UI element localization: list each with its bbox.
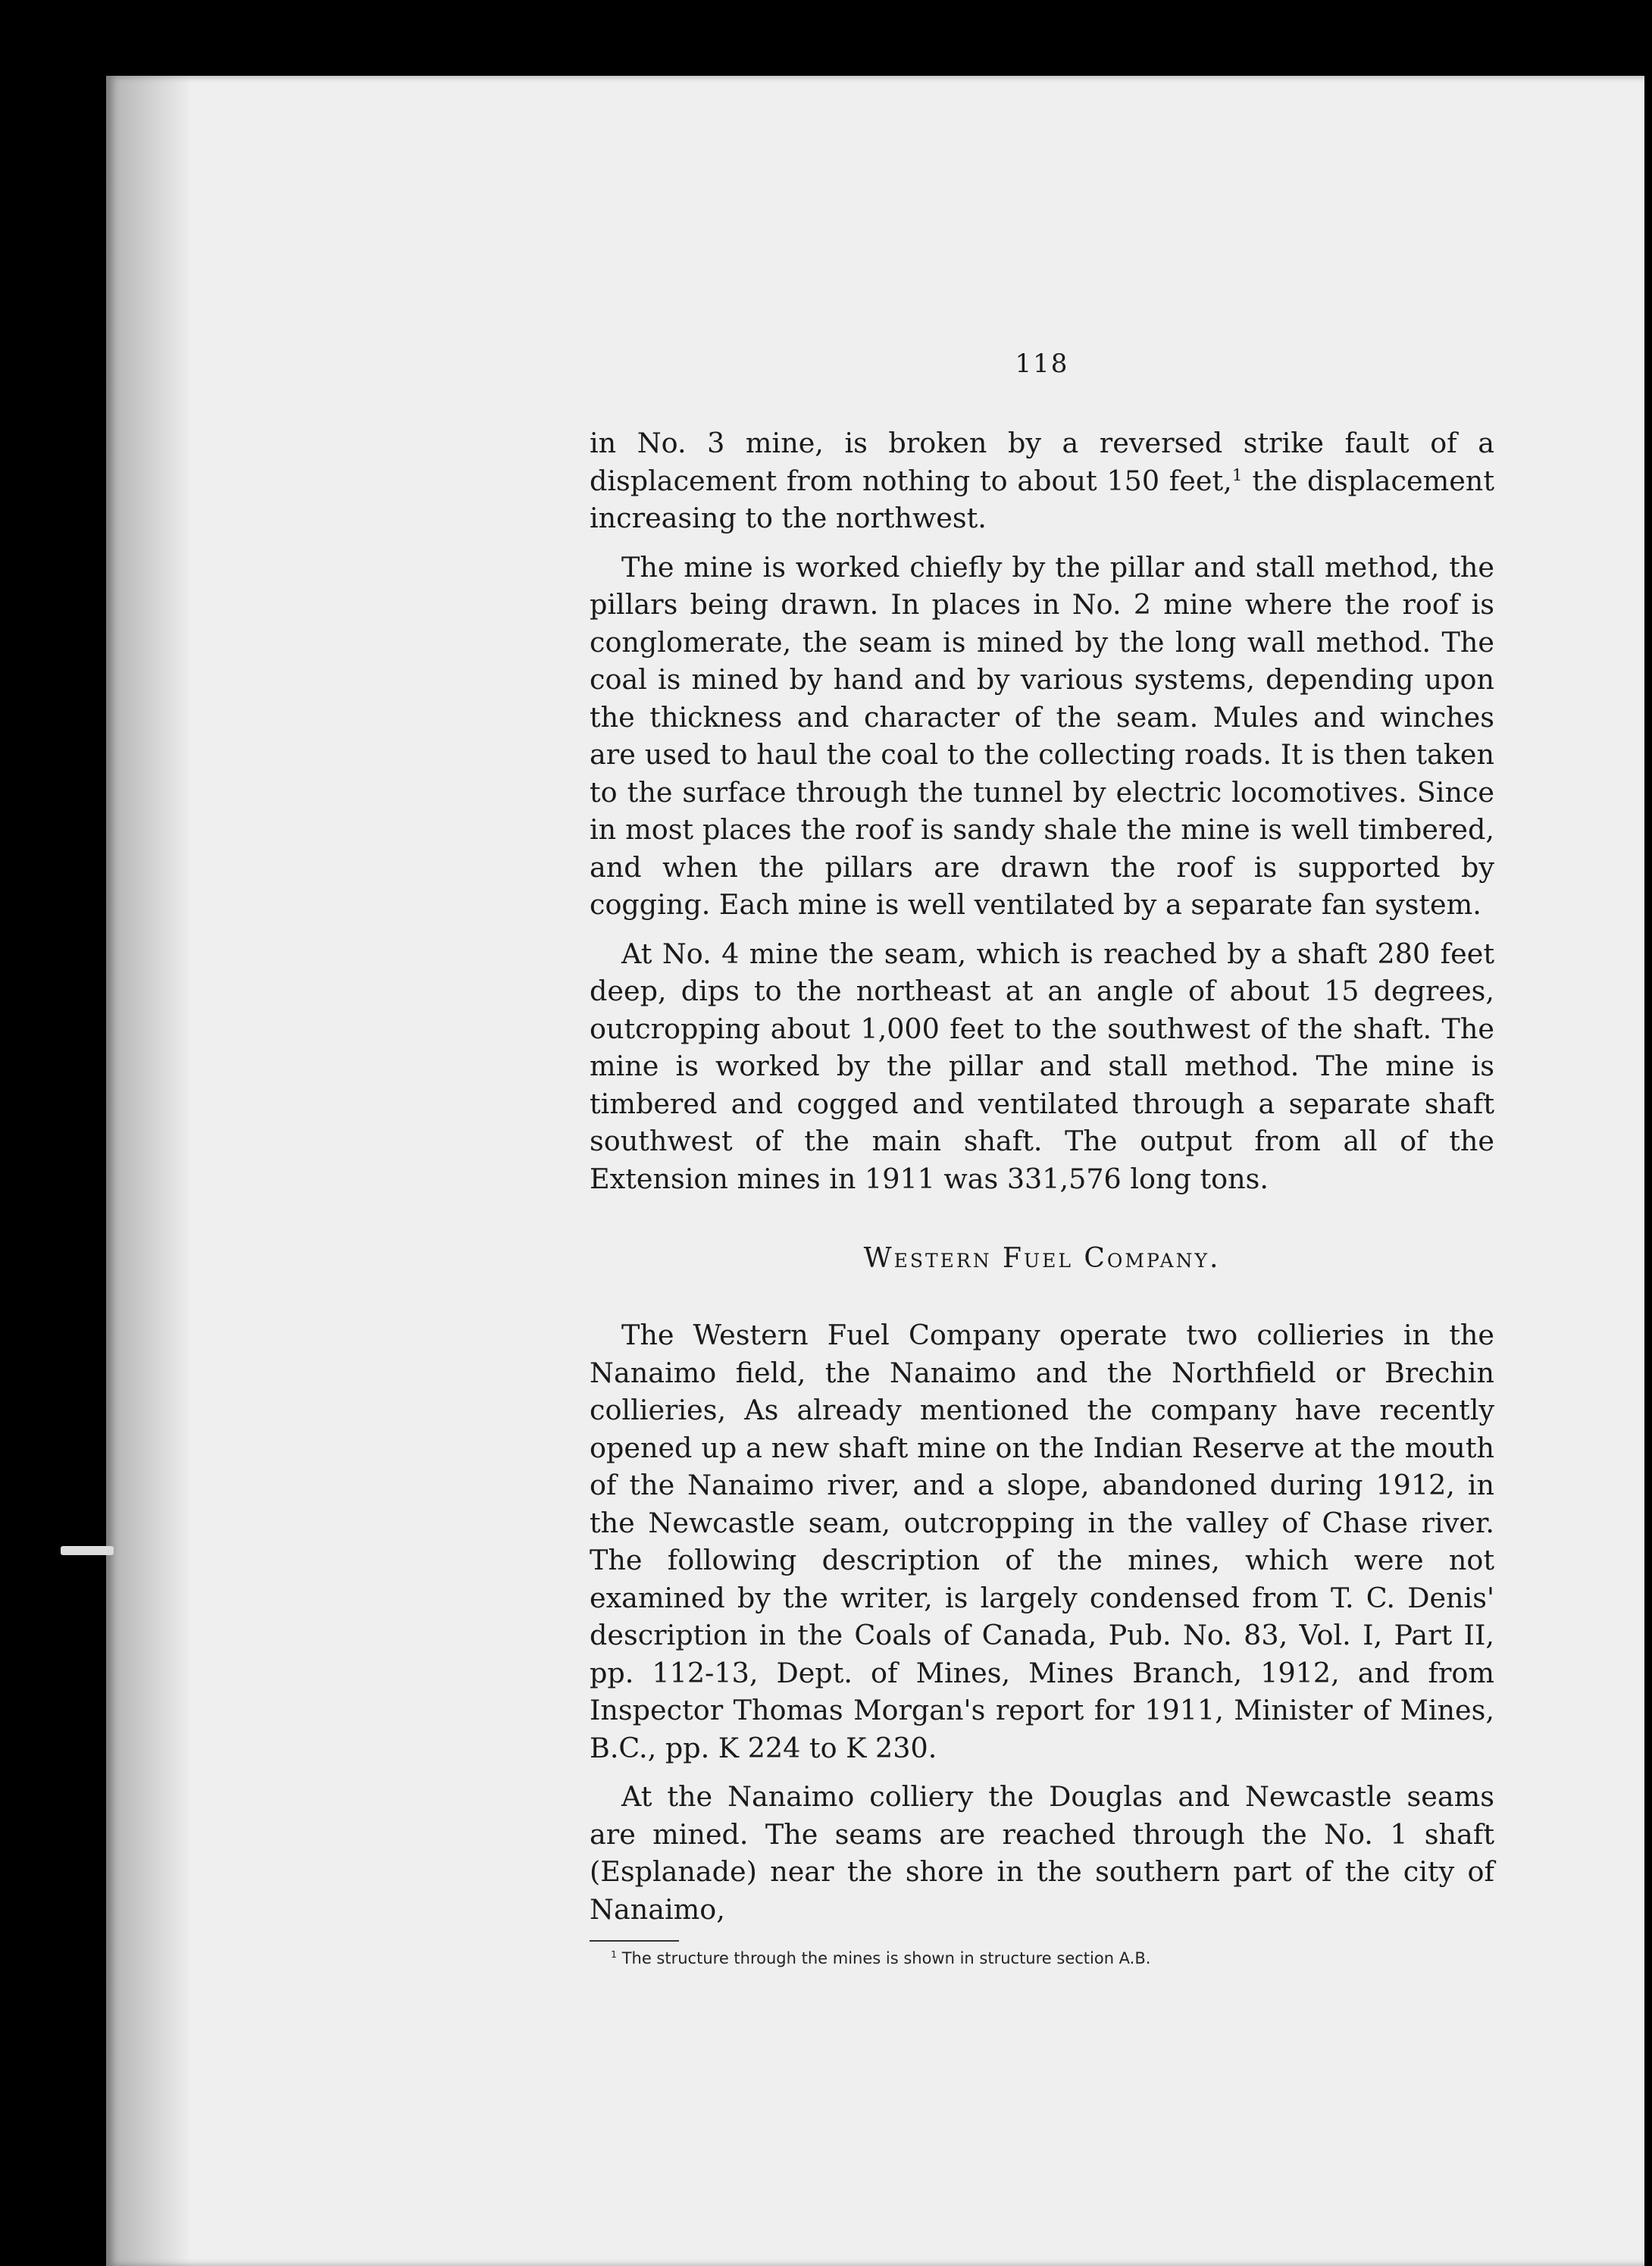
paragraph-5: At the Nanaimo colliery the Douglas and Newcastle seams are mined. The seams are reached through the No. 1 shaft (Esplanade) near the shore in the southern part of the city of Nanaimo, xyxy=(590,1780,1494,1926)
page-number: 118 xyxy=(1015,349,1069,379)
footnote-reference: 1 xyxy=(1231,465,1243,485)
footnote-mark: 1 xyxy=(611,1948,618,1960)
binding-clip-mark xyxy=(61,1546,114,1555)
paragraph-4: The Western Fuel Company operate two collieries in the Nanaimo field, the Nanaimo and the Northfield or Brechin collieries, As already mentioned the company have recently opened up a new shaft mine on the Indian Reserve at the mouth of the Nanaimo river, and a slope, abandoned during 1912, in the Newcastle seam, outcropping in the valley of Chase river. The following description of the mines, which were not examined by the writer, is largely condensed from T. C. Denis' description in the Coals of Canada, Pub. No. 83, Vol. I, Part II, pp. 112-13, Dept. of Mines, Mines Branch, 1912, and from Inspector Thomas Morgan's report for 1911, Minister of Mines, B.C., pp. K 224 to K 230. xyxy=(590,1319,1494,1764)
paragraph-1 xyxy=(590,424,1494,537)
footnote-divider xyxy=(590,1940,679,1942)
paragraph-1-continued: the displacement increasing to the northwest. xyxy=(590,464,1494,534)
paragraph-1-text: in No. 3 mine, is broken by a reversed strike fault of a displacement from nothing to about 150 feet, xyxy=(590,427,1494,497)
footnote xyxy=(611,1949,1494,1967)
paragraph-3: At No. 4 mine the seam, which is reached by a shaft 280 feet deep, dips to the northeast at an angle of about 15 degrees, outcropping about 1,000 feet to the southwest of the shaft. The mine is worked by the pillar and stall method. The mine is timbered and cogged and ventilated through a separate shaft southwest of the main shaft. The output from all of the Extension mines in 1911 was 331,576 long tons. xyxy=(590,937,1494,1195)
page-binding-shadow xyxy=(106,76,189,2266)
section-heading: Western Fuel Company. xyxy=(863,1243,1221,1274)
text-column xyxy=(590,349,1494,1967)
paragraph-2: The mine is worked chiefly by the pillar and stall method, the pillars being drawn. In places in No. 2 mine where the roof is conglomerate, the seam is mined by the long wall method. The coal is mined by hand and by various systems, depending upon the thickness and character of the seam. Mules and winches are used to haul the coal to the collecting roads. It is then taken to the surface through the tunnel by electric locomotives. Since in most places the roof is sandy shale the mine is well timbered, and when the pillars are drawn the roof is supported by cogging. Each mine is well ventilated by a separate fan system. xyxy=(590,550,1494,921)
footnote-text: The structure through the mines is shown in structure section A.B. xyxy=(621,1949,1151,1967)
